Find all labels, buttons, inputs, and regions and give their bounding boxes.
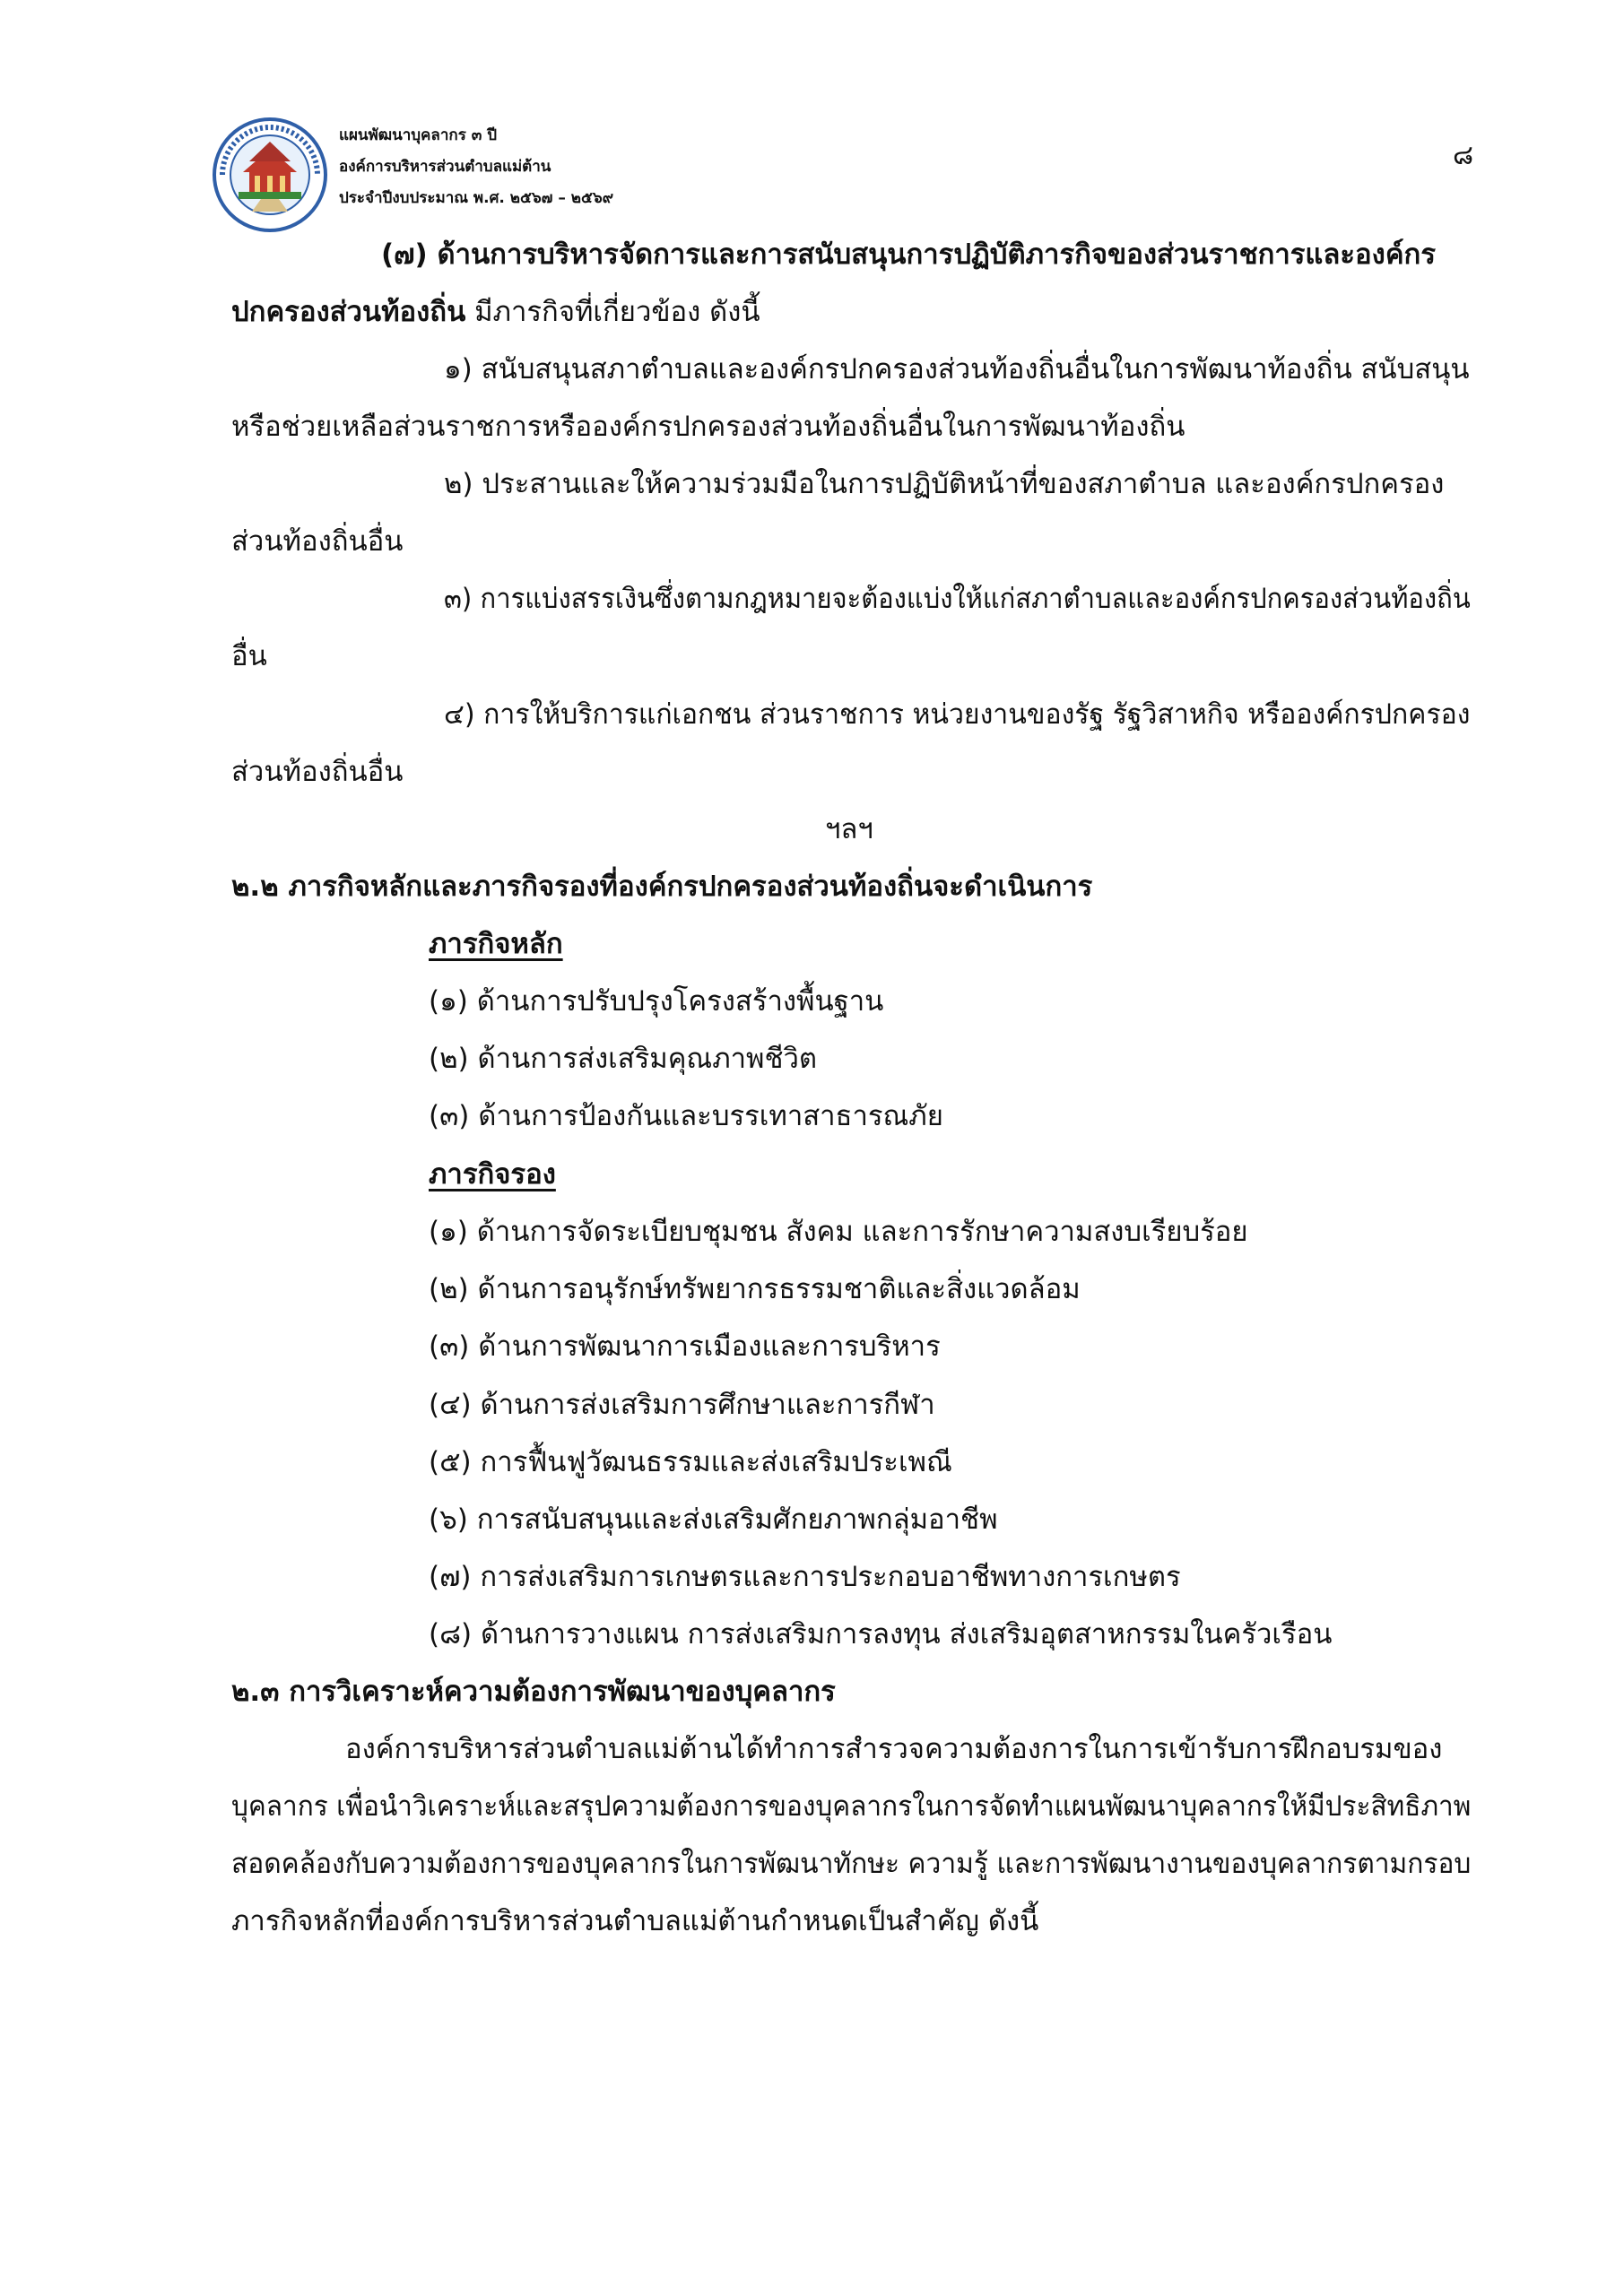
header-organization: องค์การบริหารส่วนตำบลแม่ต้าน xyxy=(339,158,551,176)
section7-item2-line2: ส่วนท้องถิ่นอื่น xyxy=(231,525,404,558)
section7-item2-line1: ๒) ประสานและให้ความร่วมมือในการปฏิบัติหน้าที่ของสภาตำบล และองค์กรปกครอง xyxy=(444,468,1445,500)
main-mission-label: ภารกิจหลัก xyxy=(429,928,563,960)
section23-paragraph-line: สอดคล้องกับความต้องการของบุคลากรในการพัฒนาทักษะ ความรู้ และการพัฒนางานของบุคลากรตามกรอบ xyxy=(231,1848,1472,1880)
main-mission-item: (๑) ด้านการปรับปรุงโครงสร้างพื้นฐาน xyxy=(429,985,884,1018)
secondary-mission-item: (๗) การส่งเสริมการเกษตรและการประกอบอาชีพทางการเกษตร xyxy=(429,1561,1181,1593)
header-plan-title: แผนพัฒนาบุคลากร ๓ ปี xyxy=(339,126,498,144)
section22-heading: ๒.๒ ภารกิจหลักและภารกิจรองที่องค์กรปกครองส่วนท้องถิ่นจะดำเนินการ xyxy=(231,871,1093,903)
section7-item3-line2: อื่น xyxy=(231,640,267,672)
secondary-mission-item: (๑) ด้านการจัดระเบียบชุมชน สังคม และการรักษาความสงบเรียบร้อย xyxy=(429,1216,1248,1248)
main-mission-item: (๒) ด้านการส่งเสริมคุณภาพชีวิต xyxy=(429,1043,818,1075)
header-fiscal-year: ประจำปีงบประมาณ พ.ศ. ๒๕๖๗ – ๒๕๖๙ xyxy=(339,189,614,207)
section7-heading-bold: ปกครองส่วนท้องถิ่น xyxy=(231,296,466,328)
etc-marker: ฯลฯ xyxy=(825,813,873,845)
secondary-mission-label: ภารกิจรอง xyxy=(429,1158,556,1191)
section23-paragraph-line: ภารกิจหลักที่องค์การบริหารส่วนตำบลแม่ต้านกำหนดเป็นสำคัญ ดังนี้ xyxy=(231,1905,1039,1937)
section7-heading-rest: มีภารกิจที่เกี่ยวข้อง ดังนี้ xyxy=(465,296,760,328)
secondary-mission-item: (๕) การฟื้นฟูวัฒนธรรมและส่งเสริมประเพณี xyxy=(429,1446,952,1478)
section7-item1-line1: ๑) สนับสนุนสภาตำบลและองค์กรปกครองส่วนท้องถิ่นอื่นในการพัฒนาท้องถิ่น สนับสนุน xyxy=(444,353,1470,386)
organization-seal-logo xyxy=(212,117,328,233)
section7-heading-line2 xyxy=(231,294,760,330)
section23-paragraph-line: บุคลากร เพื่อนำวิเคราะห์และสรุปความต้องการของบุคลากรในการจัดทำแผนพัฒนาบุคลากรให้มีประสิทธิภาพ xyxy=(231,1790,1472,1823)
section7-item3-line1: ๓) การแบ่งสรรเงินซึ่งตามกฎหมายจะต้องแบ่งให้แก่สภาตำบลและองค์กรปกครองส่วนท้องถิ่น xyxy=(444,583,1471,615)
secondary-mission-item: (๔) ด้านการส่งเสริมการศึกษาและการกีฬา xyxy=(429,1389,935,1421)
secondary-mission-item: (๓) ด้านการพัฒนาการเมืองและการบริหาร xyxy=(429,1330,941,1363)
section7-item4-line2: ส่วนท้องถิ่นอื่น xyxy=(231,756,404,788)
section7-item4-line1: ๔) การให้บริการแก่เอกชน ส่วนราชการ หน่วยงานของรัฐ รัฐวิสาหกิจ หรือองค์กรปกครอง xyxy=(444,698,1471,731)
section23-paragraph-line: องค์การบริหารส่วนตำบลแม่ต้านได้ทำการสำรวจความต้องการในการเข้ารับการฝึกอบรมของ xyxy=(345,1733,1443,1765)
secondary-mission-item: (๖) การสนับสนุนและส่งเสริมศักยภาพกลุ่มอาชีพ xyxy=(429,1503,998,1536)
section7-item1-line2: หรือช่วยเหลือส่วนราชการหรือองค์กรปกครองส่วนท้องถิ่นอื่นในการพัฒนาท้องถิ่น xyxy=(231,411,1185,443)
section7-heading-line1: (๗) ด้านการบริหารจัดการและการสนับสนุนการปฏิบัติภารกิจของส่วนราชการและองค์กร xyxy=(381,238,1436,271)
section23-heading: ๒.๓ การวิเคราะห์ความต้องการพัฒนาของบุคลากร xyxy=(231,1676,836,1708)
main-mission-item: (๓) ด้านการป้องกันและบรรเทาสาธารณภัย xyxy=(429,1100,943,1132)
secondary-mission-item: (๒) ด้านการอนุรักษ์ทรัพยากรธรรมชาติและสิ่งแวดล้อม xyxy=(429,1273,1081,1305)
secondary-mission-item: (๘) ด้านการวางแผน การส่งเสริมการลงทุน ส่งเสริมอุตสาหกรรมในครัวเรือน xyxy=(429,1618,1333,1651)
page-number: ๘ xyxy=(1453,140,1474,171)
